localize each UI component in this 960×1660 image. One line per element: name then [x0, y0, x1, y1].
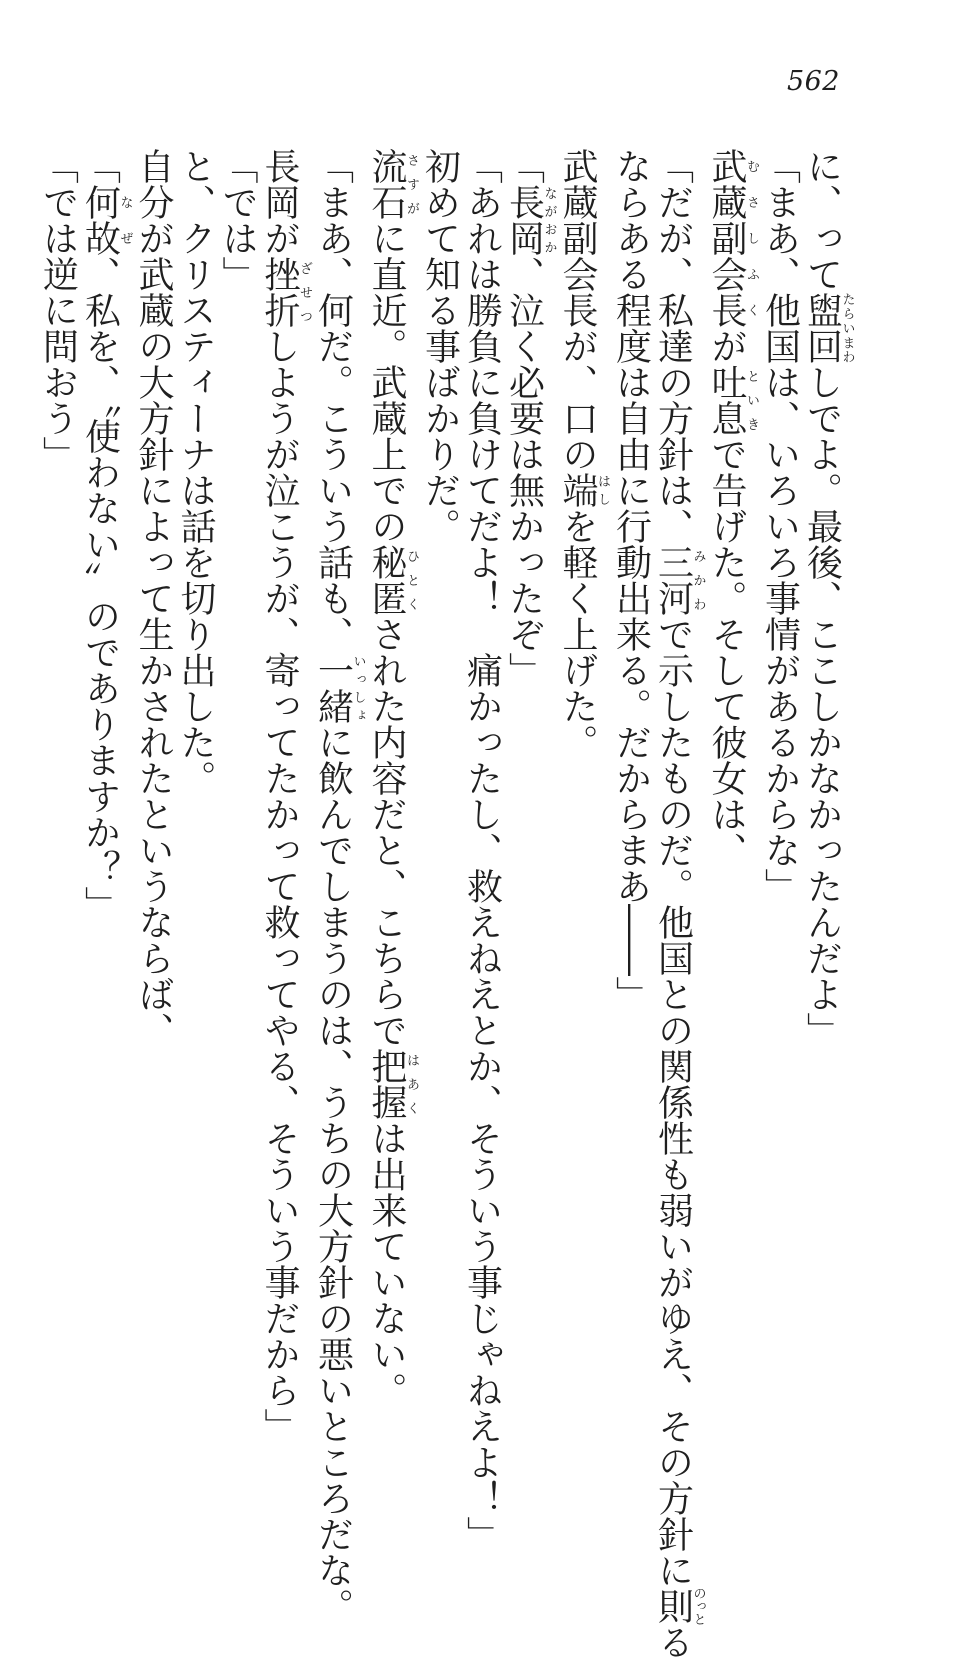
- ruby-base: 把握: [366, 1048, 407, 1120]
- text-line: [132, 148, 174, 1378]
- vertical-text-body: [37, 148, 855, 1660]
- text-segment: で告げた。そして彼女は、: [706, 436, 747, 868]
- ruby-word: [652, 1586, 706, 1626]
- text-segment: と、クリスティーナは話を切り出した。: [175, 148, 216, 796]
- text-line: [652, 148, 706, 1660]
- text-segment: が: [706, 328, 747, 364]
- text-segment: 「まあ、他国は、いろいろ事情があるからな」: [759, 148, 801, 904]
- text-segment: しでよ。最後、ここしかなかったんだよ」: [801, 364, 843, 1048]
- text-segment: 長岡が: [259, 148, 300, 256]
- text-segment: 「では逆に問おう」: [37, 148, 79, 472]
- text-line: [705, 148, 759, 1378]
- text-line: [610, 148, 652, 1378]
- ruby-base: 一緒: [312, 652, 354, 724]
- ruby-word: [706, 148, 759, 328]
- ruby-base: 流石: [366, 148, 407, 220]
- ruby-base: 則: [652, 1586, 694, 1626]
- ruby-word: [312, 652, 366, 724]
- text-line: [37, 148, 79, 1378]
- text-segment: しようが泣こうが、寄ってたかって救ってやる、そういう事だから」: [259, 328, 300, 1444]
- text-line: [556, 148, 610, 1378]
- text-line: [216, 148, 258, 1378]
- page-number: 562: [786, 66, 840, 97]
- ruby-base: 秘匿: [366, 544, 407, 616]
- text-segment: された内容だと、こちらで: [366, 616, 407, 1048]
- ruby-word: [366, 1048, 419, 1120]
- furigana: なぜ: [117, 184, 133, 256]
- furigana: たらいまわ: [839, 292, 855, 364]
- text-segment: る: [652, 1624, 694, 1660]
- furigana: さすが: [404, 148, 419, 220]
- text-segment: 、私を、〝使わない〟のでありますか？」: [79, 256, 121, 922]
- text-segment: 「: [503, 148, 545, 184]
- text-line: [312, 148, 366, 1624]
- text-segment: 「まあ、何だ。こういう話も、: [312, 148, 354, 652]
- text-line: [759, 148, 801, 1378]
- ruby-word: [557, 472, 610, 508]
- text-segment: を軽く上げた。: [557, 508, 598, 760]
- text-segment: 「では」: [217, 148, 258, 292]
- ruby-base: 武蔵副会長: [706, 148, 747, 328]
- ruby-base: 盥回: [801, 292, 843, 364]
- ruby-word: [652, 544, 706, 616]
- ruby-base: 吐息: [706, 364, 747, 436]
- text-segment: 「だが、私達の方針は、: [652, 148, 694, 544]
- furigana: ざせつ: [297, 256, 312, 328]
- text-segment: 「: [79, 148, 121, 184]
- text-segment: ならある程度は自由に行動出来る。だからまあ――」: [610, 148, 652, 1012]
- ruby-base: 端: [557, 472, 598, 508]
- ruby-word: [801, 292, 855, 364]
- text-line: [461, 148, 503, 1552]
- furigana: はあく: [404, 1048, 419, 1120]
- text-line: [365, 148, 419, 1408]
- furigana: といき: [744, 364, 759, 436]
- text-line: [419, 148, 461, 1378]
- ruby-base: 三河: [652, 544, 694, 616]
- furigana: ながおか: [541, 184, 557, 256]
- text-line: [258, 148, 312, 1444]
- text-line: [801, 148, 855, 1378]
- furigana: ひとく: [404, 544, 419, 616]
- furigana: のっと: [690, 1586, 706, 1626]
- text-segment: 武蔵副会長が、口の: [557, 148, 598, 472]
- furigana: いっしょ: [350, 652, 366, 724]
- ruby-word: [366, 544, 419, 616]
- ruby-word: [366, 148, 419, 220]
- text-segment: 自分が武蔵の大方針によって生かされたというならば、: [133, 148, 174, 1048]
- text-segment: 初めて知る事ばかりだ。: [419, 148, 461, 544]
- ruby-word: [79, 184, 133, 256]
- text-segment: に直近。武蔵上での: [366, 220, 407, 544]
- text-line: [174, 148, 216, 1378]
- furigana: はし: [595, 472, 610, 508]
- text-segment: で示したものだ。他国との関係性も弱いがゆえ、その方針に: [652, 616, 694, 1588]
- ruby-base: 長岡: [503, 184, 545, 256]
- ruby-word: [706, 364, 759, 436]
- ruby-word: [259, 256, 312, 328]
- text-segment: に飲んでしまうのは、うちの大方針の悪いところだな。: [312, 724, 354, 1624]
- text-segment: は出来ていない。: [366, 1120, 407, 1408]
- ruby-base: 何故: [79, 184, 121, 256]
- text-segment: に、って: [801, 148, 843, 292]
- text-segment: 、泣く必要は無かったぞ」: [503, 256, 545, 688]
- ruby-word: [503, 184, 557, 256]
- text-line: [79, 148, 133, 1378]
- furigana: むさしふく: [744, 148, 759, 328]
- text-segment: 「あれは勝負に負けてだよ！ 痛かったし、救えねえとか、そういう事じゃねえよ！」: [461, 148, 503, 1552]
- ruby-base: 挫折: [259, 256, 300, 328]
- furigana: みかわ: [690, 544, 706, 616]
- text-line: [503, 148, 557, 1378]
